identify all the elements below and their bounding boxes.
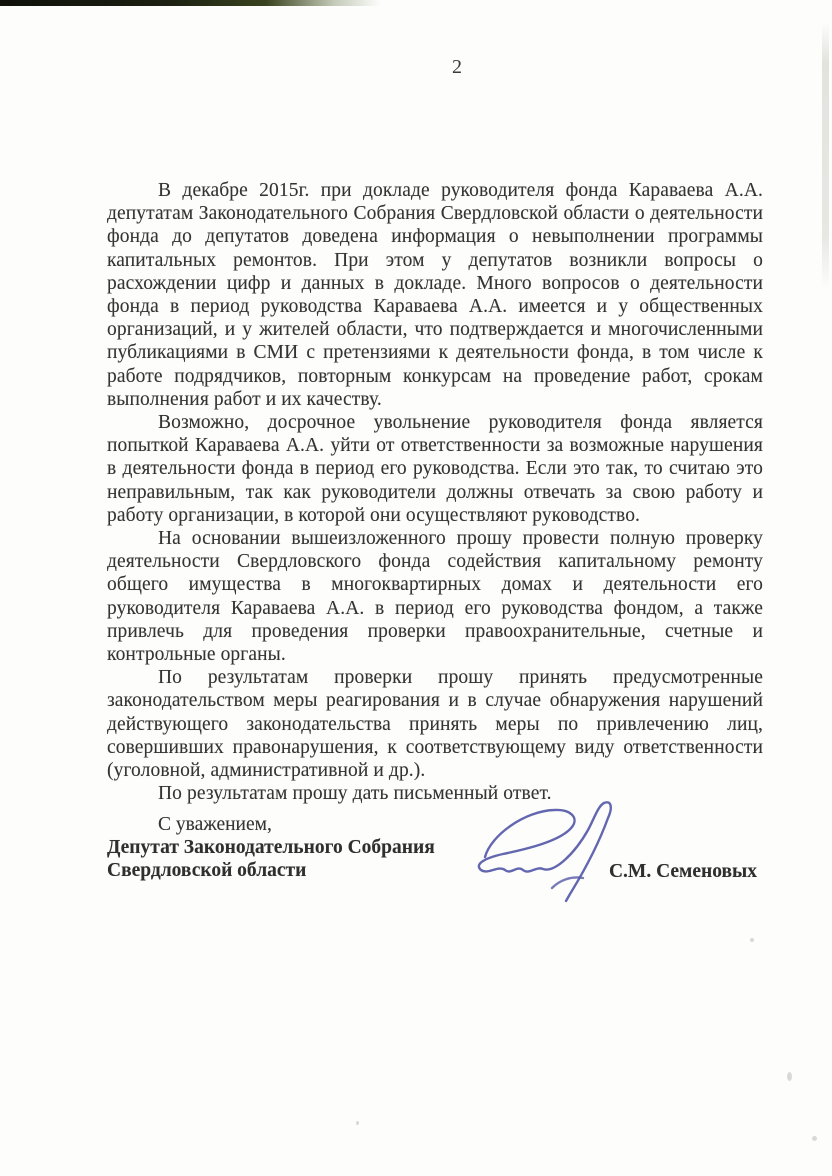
paragraph: На основании вышеизложенного прошу провести полную проверку деятельности Свердловского фонда содействия капитальному ремонту общего имущества в многоквартирных домах и деятельности его руководителя Караваева А.А. в период его руководства фондом, а также привлечь для проведения проверки правоохранительные, счетные и контрольные органы.	[107, 528, 763, 666]
paragraph: По результатам проверки прошу принять предусмотренные законодательством меры реагирования и в случае обнаружения нарушений действующего законодательства принять меры по привлечению лиц, совершивших правонарушения, к соответствующему виду ответственности (уголовной, административной и др.).	[107, 667, 763, 782]
scan-speck	[812, 1136, 817, 1141]
paragraph: В декабре 2015г. при докладе руководителя фонда Караваева А.А. депутатам Законодательного Собрания Свердловской области о деятельности фонда до депутатов доведена информация о невыполнении программы капитальных ремонтов. При этом у депутатов возникли вопросы о расхождении цифр и данных в докладе. Много вопросов о деятельности фонда в период руководства Караваева А.А. имеется и у общественных организаций, и у жителей области, что подтверждается и многочисленными публикациями в СМИ с претензиями к деятельности фонда, в том числе к работе подрядчиков, повторным конкурсам на проведение работ, срокам выполнения работ и их качеству.	[107, 180, 763, 410]
salutation: С уважением,	[158, 814, 272, 835]
signer-title-line1: Депутат Законодательного Собрания	[107, 837, 435, 859]
signer-name: С.М. Семеновых	[608, 861, 757, 882]
scan-speck	[750, 938, 754, 942]
closing-block	[107, 813, 763, 883]
page-number: 2	[452, 56, 462, 78]
signer-title-line2: Свердловской области	[107, 860, 307, 882]
letter-body	[107, 179, 763, 805]
paragraph: Возможно, досрочное увольнение руководителя фонда является попыткой Караваева А.А. уйти от ответственности за возможные нарушения в деятельности фонда в период его руководства. Если это так, то считаю это неправильным, так как руководители должны отвечать за свою работу и работу организации, в которой они осуществляют руководство.	[107, 412, 763, 526]
paragraph: По результатам прошу дать письменный ответ.	[158, 783, 552, 805]
scan-artifact-top-strip	[0, 0, 380, 6]
scan-speck	[356, 1121, 359, 1125]
scan-speck	[787, 1072, 792, 1081]
